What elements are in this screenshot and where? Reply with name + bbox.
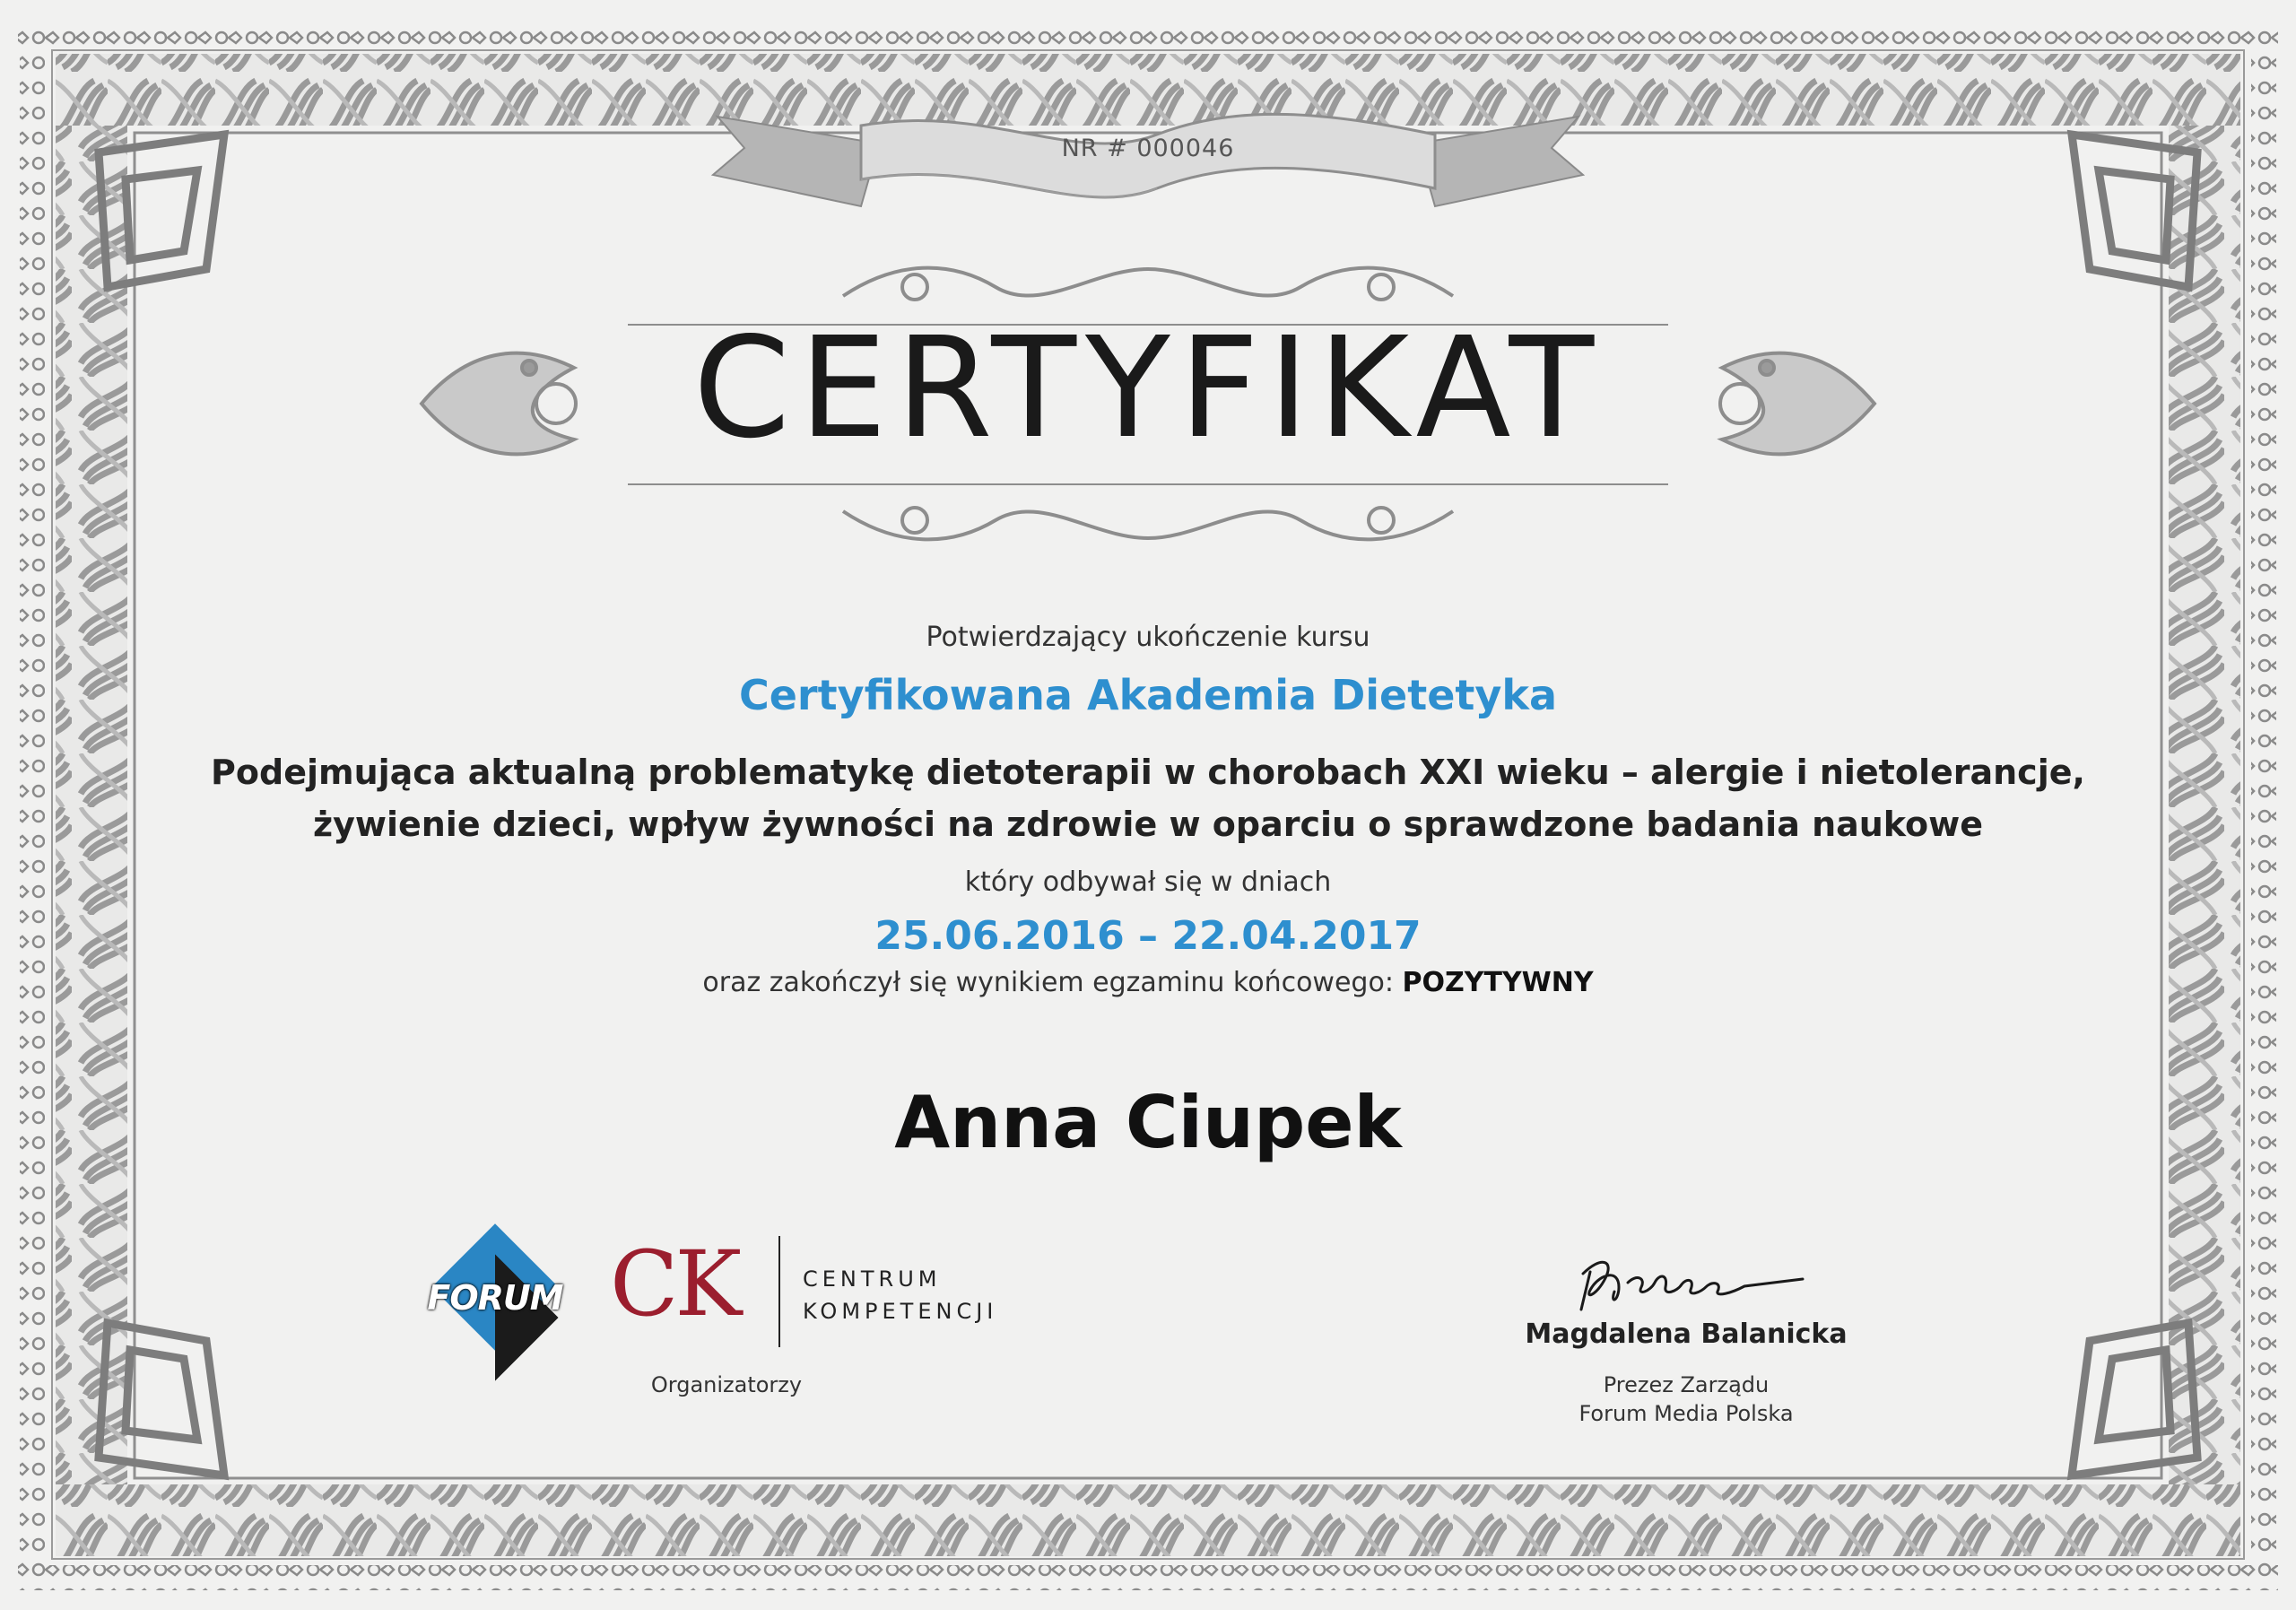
- course-name: Certyfikowana Akademia Dietetyka: [738, 671, 1558, 719]
- ck-logo-letters: CK: [610, 1231, 739, 1336]
- signatory-role: [1435, 1371, 1937, 1428]
- course-description-line-2: żywienie dzieci, wpływ żywności na zdrowie w oparciu o sprawdzone badania naukowe: [312, 805, 1984, 844]
- recipient-name: Anna Ciupek: [894, 1081, 1402, 1164]
- ck-logo-divider: [778, 1236, 780, 1347]
- organizers-label: Organizatorzy: [650, 1372, 803, 1397]
- forum-logo-text: FORUM: [427, 1278, 563, 1318]
- ck-logo-name: [803, 1263, 997, 1327]
- ck-logo: [610, 1231, 739, 1336]
- forum-logo: [427, 1233, 563, 1363]
- course-description-line-1: Podejmująca aktualną problematykę dietoterapii w chorobach XXI wieku – alergie i nietolerancje,: [211, 753, 2085, 792]
- signatory-name: Magdalena Balanicka: [1525, 1318, 1848, 1350]
- intro-text: Potwierdzający ukończenie kursu: [926, 622, 1370, 653]
- signatory-role-line-2: Forum Media Polska: [1578, 1401, 1794, 1426]
- exam-result-value: POZYTYWNY: [1402, 967, 1594, 998]
- certificate-title: CERTYFIKAT: [692, 307, 1604, 469]
- exam-result-line: [0, 967, 2296, 998]
- course-description: [0, 746, 2296, 850]
- signatory-role-line-1: Prezez Zarządu: [1603, 1372, 1770, 1397]
- exam-result-intro: oraz zakończył się wynikiem egzaminu końcowego:: [702, 967, 1394, 998]
- course-dates: 25.06.2016 – 22.04.2017: [874, 913, 1422, 959]
- ck-name-line-1: CENTRUM: [803, 1266, 942, 1292]
- certificate-number: NR # 000046: [1061, 135, 1235, 162]
- ck-name-line-2: KOMPETENCJI: [803, 1299, 998, 1324]
- signature: [1565, 1247, 1816, 1318]
- dates-intro: który odbywał się w dniach: [964, 866, 1332, 898]
